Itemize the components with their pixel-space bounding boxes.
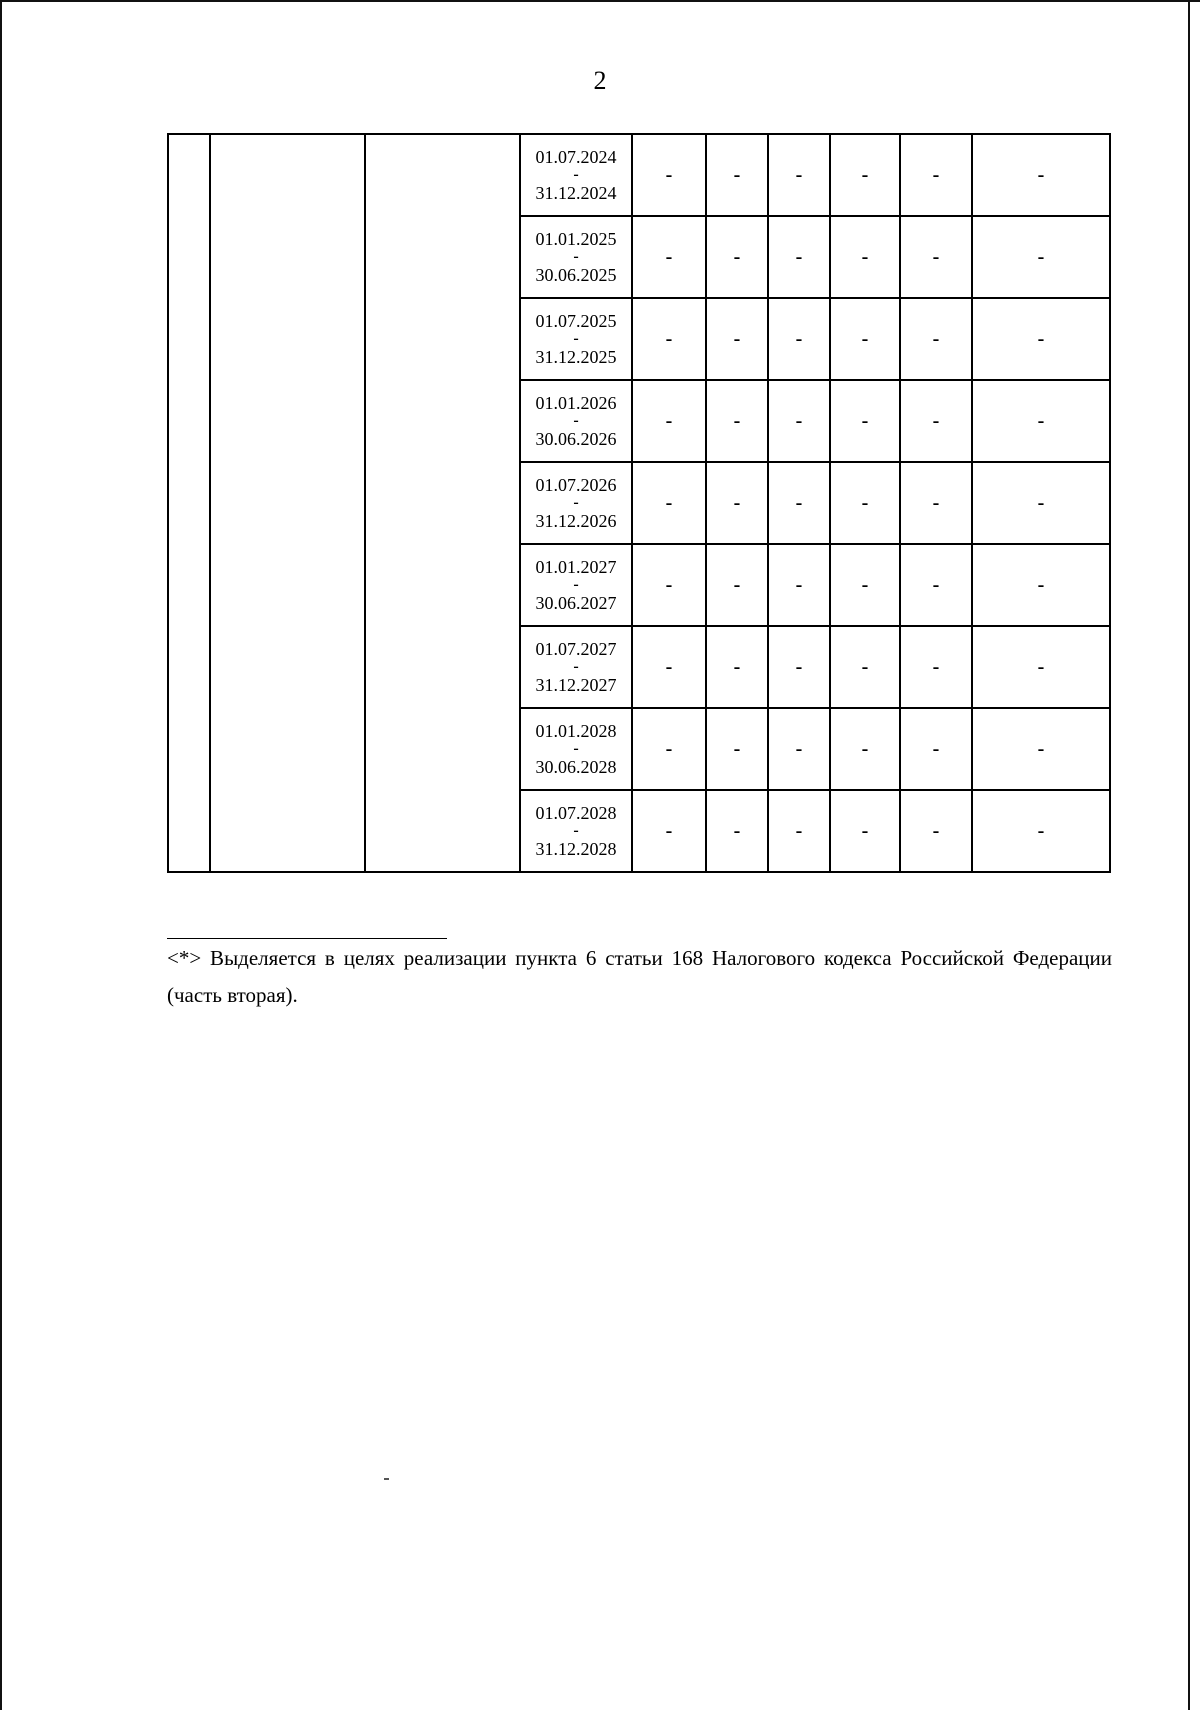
value-cell: -: [706, 544, 768, 626]
period-to: 31.12.2024: [535, 183, 617, 203]
value-cell: -: [900, 544, 972, 626]
value-cell: -: [972, 462, 1110, 544]
period-cell: [520, 544, 632, 626]
scan-edge-right: [1188, 0, 1190, 1710]
footnote-separator: [167, 938, 447, 939]
value-cell: -: [900, 708, 972, 790]
data-table: [167, 133, 1111, 873]
period-separator: -: [573, 248, 579, 265]
value-cell: -: [972, 216, 1110, 298]
value-cell: -: [830, 380, 900, 462]
value-cell: -: [768, 626, 830, 708]
value-cell: -: [768, 298, 830, 380]
value-cell: -: [972, 790, 1110, 872]
period-to: 30.06.2025: [535, 265, 617, 285]
value-cell: -: [632, 298, 706, 380]
value-cell: -: [972, 380, 1110, 462]
value-cell: -: [768, 790, 830, 872]
value-cell: -: [900, 216, 972, 298]
value-cell: -: [632, 216, 706, 298]
period-from: 01.07.2027: [535, 639, 617, 659]
value-cell: -: [972, 544, 1110, 626]
value-cell: -: [706, 380, 768, 462]
scan-edge-top: [0, 0, 1200, 2]
period-separator: -: [573, 494, 579, 511]
value-cell: -: [972, 134, 1110, 216]
period-separator: -: [573, 166, 579, 183]
period-to: 31.12.2027: [535, 675, 617, 695]
value-cell: -: [768, 462, 830, 544]
period-from: 01.01.2027: [535, 557, 617, 577]
value-cell: -: [830, 790, 900, 872]
period-separator: -: [573, 330, 579, 347]
period-to: 31.12.2026: [535, 511, 617, 531]
value-cell: -: [830, 462, 900, 544]
value-cell: -: [830, 626, 900, 708]
value-cell: -: [706, 790, 768, 872]
value-cell: -: [632, 380, 706, 462]
value-cell: -: [632, 790, 706, 872]
period-cell: [520, 298, 632, 380]
scan-speck: [384, 1478, 389, 1480]
footnote-text: <*> Выделяется в целях реализации пункта 6 статьи 168 Налогового кодекса Российской Федерации (часть вторая).: [167, 946, 1112, 1007]
value-cell: -: [900, 298, 972, 380]
value-cell: -: [706, 298, 768, 380]
value-cell: -: [632, 134, 706, 216]
period-separator: -: [573, 740, 579, 757]
value-cell: -: [632, 626, 706, 708]
blank-cell-3: [365, 134, 520, 872]
value-cell: -: [830, 134, 900, 216]
period-cell: [520, 708, 632, 790]
period-from: 01.01.2028: [535, 721, 617, 741]
period-to: 30.06.2027: [535, 593, 617, 613]
period-separator: -: [573, 658, 579, 675]
blank-cell-1: [168, 134, 210, 872]
value-cell: -: [632, 544, 706, 626]
value-cell: -: [830, 708, 900, 790]
period-from: 01.07.2024: [535, 147, 617, 167]
value-cell: -: [768, 544, 830, 626]
value-cell: -: [768, 134, 830, 216]
period-cell: [520, 134, 632, 216]
value-cell: -: [972, 626, 1110, 708]
period-from: 01.01.2026: [535, 393, 617, 413]
value-cell: -: [706, 134, 768, 216]
period-to: 31.12.2025: [535, 347, 617, 367]
value-cell: -: [972, 298, 1110, 380]
value-cell: -: [768, 380, 830, 462]
value-cell: -: [830, 544, 900, 626]
period-from: 01.07.2028: [535, 803, 617, 823]
period-separator: -: [573, 822, 579, 839]
period-from: 01.01.2025: [535, 229, 617, 249]
period-separator: -: [573, 412, 579, 429]
period-cell: [520, 626, 632, 708]
table-body: [168, 134, 1110, 872]
value-cell: -: [632, 708, 706, 790]
value-cell: -: [768, 216, 830, 298]
period-to: 31.12.2028: [535, 839, 617, 859]
value-cell: -: [830, 216, 900, 298]
blank-cell-2: [210, 134, 365, 872]
data-table-container: [167, 133, 1111, 873]
period-cell: [520, 790, 632, 872]
table-row: [168, 134, 1110, 216]
page-number: 2: [593, 66, 607, 95]
period-separator: -: [573, 576, 579, 593]
value-cell: -: [830, 298, 900, 380]
value-cell: -: [900, 380, 972, 462]
value-cell: -: [900, 790, 972, 872]
value-cell: -: [900, 134, 972, 216]
value-cell: -: [706, 216, 768, 298]
period-cell: [520, 462, 632, 544]
period-cell: [520, 380, 632, 462]
scan-edge-left: [0, 0, 2, 1710]
value-cell: -: [768, 708, 830, 790]
value-cell: -: [632, 462, 706, 544]
period-cell: [520, 216, 632, 298]
period-to: 30.06.2028: [535, 757, 617, 777]
period-from: 01.07.2026: [535, 475, 617, 495]
value-cell: -: [900, 626, 972, 708]
value-cell: -: [706, 462, 768, 544]
period-from: 01.07.2025: [535, 311, 617, 331]
value-cell: -: [706, 626, 768, 708]
value-cell: -: [706, 708, 768, 790]
value-cell: -: [900, 462, 972, 544]
period-to: 30.06.2026: [535, 429, 617, 449]
value-cell: -: [972, 708, 1110, 790]
